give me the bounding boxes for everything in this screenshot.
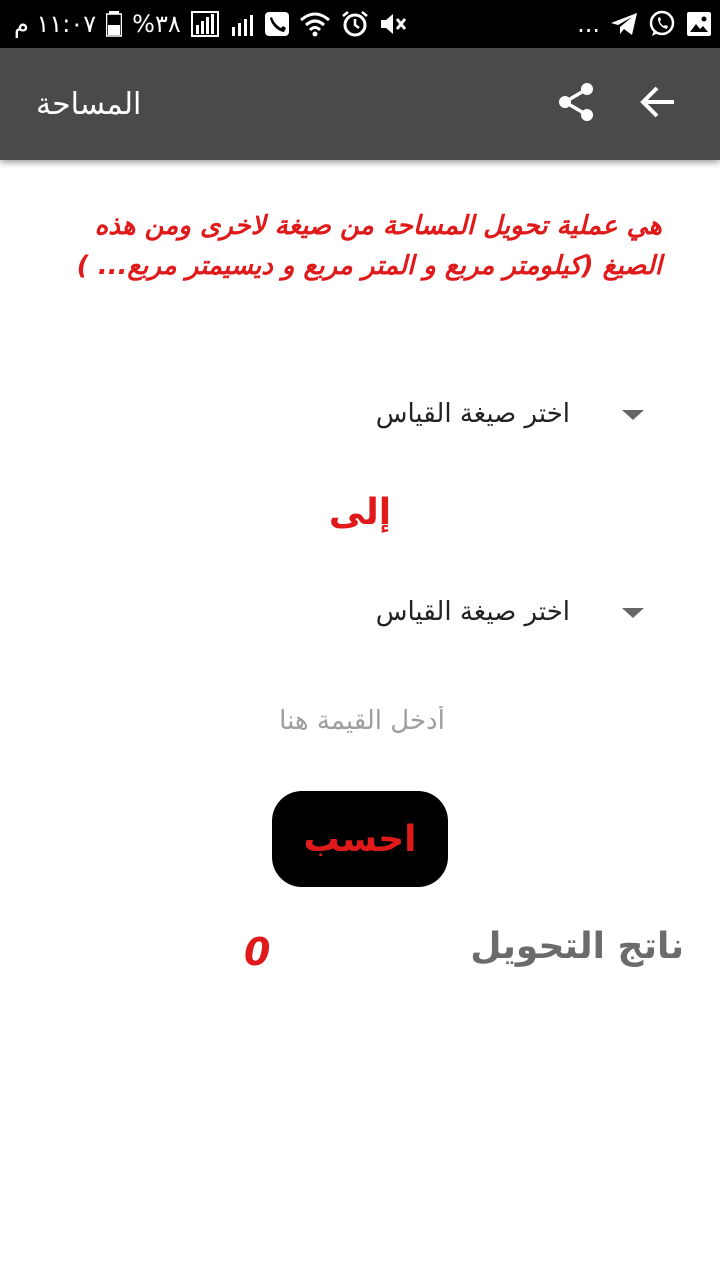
share-button[interactable] [550,78,602,130]
signal-icon [191,11,221,37]
value-input[interactable] [240,690,484,752]
wifi-icon [299,11,331,37]
status-bar-left-group [14,0,407,48]
battery-icon [106,11,122,37]
to-label: إلى [328,492,392,533]
status-bar-right-group [577,0,712,48]
status-more: ... [577,10,600,38]
telegram-icon [610,12,638,36]
share-icon [556,81,596,127]
calculate-button[interactable] [272,791,448,887]
result-label: ناتج التحويل [470,926,684,967]
alarm-icon [341,10,369,38]
result-value: 0 [244,930,271,974]
from-unit-label: اختر صيغة القياس [375,399,570,429]
status-battery-percent: %٣٨ [132,10,181,38]
app-bar [0,48,720,160]
app-title: المساحة [36,86,142,122]
from-unit-spinner[interactable] [350,384,660,444]
mute-icon [379,11,407,37]
to-unit-spinner[interactable] [350,582,660,642]
description-text: هي عملية تحويل المساحة من صيغة لاخرى ومن هذه الصيغ (كيلومتر مربع و المتر مربع و ديسيمتر مربع... ) [76,211,662,281]
app-title-wrap [36,48,141,160]
to-unit-label: اختر صيغة القياس [375,597,570,627]
calculate-button-label: احسب [303,818,417,860]
dropdown-arrow-icon [622,410,644,420]
image-icon [686,11,712,37]
back-button[interactable] [632,78,684,130]
phone-icon [265,12,289,36]
status-bar [0,0,720,48]
arrow-back-icon [640,85,676,123]
whatsapp-icon [648,10,676,38]
status-time: ١١:٠٧ م [14,10,97,38]
signal-2-icon [231,11,255,37]
dropdown-arrow-icon [622,608,644,618]
